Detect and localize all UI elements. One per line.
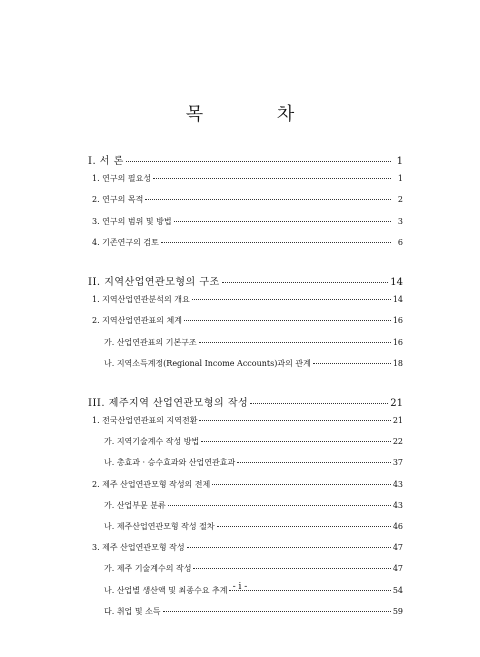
toc-item[interactable] <box>88 479 403 500</box>
page-footer-number: - i - <box>232 582 248 592</box>
toc-item-label: 2. 지역산업연관표의 체계 <box>92 316 182 326</box>
toc-subitem[interactable] <box>88 436 403 457</box>
dot-leader <box>168 505 391 506</box>
toc-page-number: 54 <box>392 585 403 595</box>
toc-chapter-title: I. 서 론 <box>88 156 124 167</box>
toc-page-number: 14 <box>390 276 403 288</box>
toc-subitem[interactable] <box>88 337 403 358</box>
toc-chapter[interactable] <box>88 273 403 294</box>
dot-leader <box>217 526 391 527</box>
dot-leader <box>163 611 391 612</box>
toc-item[interactable] <box>88 294 403 315</box>
toc-subitem[interactable] <box>88 358 403 379</box>
dot-leader <box>250 403 388 404</box>
dot-leader <box>222 282 389 283</box>
toc-item-label: 나. 총효과 · 승수효과와 산업연관효과 <box>104 458 236 468</box>
toc-item-label: 나. 지역소득계정(Regional Income Accounts)과의 관계 <box>104 358 311 368</box>
toc-page-number: 1 <box>397 174 403 184</box>
section-gap <box>88 379 403 394</box>
toc-page-number: 47 <box>392 564 403 574</box>
toc-item-label: 가. 지역기술계수 작성 방법 <box>104 437 200 447</box>
toc-page-number: 37 <box>392 458 403 468</box>
toc-page-number: 47 <box>392 543 403 553</box>
toc-page-number: 22 <box>392 437 403 447</box>
toc-chapter[interactable] <box>88 394 403 415</box>
dot-leader <box>212 484 391 485</box>
section-gap <box>88 258 403 273</box>
toc-item-label: 2. 연구의 목적 <box>92 195 144 205</box>
toc-item-label: 나. 산업별 생산액 및 최종수요 추계 <box>104 585 228 595</box>
dot-leader <box>126 161 391 162</box>
dot-leader <box>153 178 391 179</box>
toc-subitem[interactable] <box>88 457 403 478</box>
dot-leader <box>237 462 391 463</box>
toc-page-number: 43 <box>392 500 403 510</box>
toc-page-number: 21 <box>392 416 403 426</box>
toc-chapter-title: III. 제주지역 산업연관모형의 작성 <box>88 397 249 409</box>
toc-item[interactable] <box>88 415 403 436</box>
toc-item-label: 3. 제주 산업연관모형 작성 <box>92 543 185 553</box>
toc-item-label: 1. 전국산업연관표의 지역전환 <box>92 416 198 426</box>
page-title: 목 차 <box>185 104 329 125</box>
toc-page-number: 18 <box>392 358 403 368</box>
toc-item-label: 다. 취업 및 소득 <box>104 606 161 616</box>
toc-subitem[interactable] <box>88 606 403 627</box>
toc-item-label: 1. 지역산업연관분석의 개요 <box>92 295 190 305</box>
toc-page-number: 46 <box>392 522 403 531</box>
toc-item-label: 가. 제주 기술계수의 작성 <box>104 564 192 574</box>
dot-leader <box>201 441 391 442</box>
dot-leader <box>192 299 391 300</box>
dot-leader <box>187 547 391 548</box>
toc-item-label: 3. 연구의 범위 및 방법 <box>92 216 172 226</box>
dot-leader <box>193 568 390 569</box>
toc-item-label: 2. 제주 산업연관모형 작성의 전제 <box>92 479 211 489</box>
toc-item-label: 가. 산업연관표의 기본구조 <box>104 337 197 347</box>
toc-item[interactable] <box>88 237 403 258</box>
toc-page-number: 6 <box>397 237 403 247</box>
table-of-contents <box>88 152 403 627</box>
toc-item-label: 나. 제주산업연관모형 작성 절차 <box>104 522 215 531</box>
toc-page-number: 43 <box>392 479 403 489</box>
dot-leader <box>161 242 391 243</box>
dot-leader <box>145 199 391 200</box>
toc-page-number: 16 <box>392 316 403 326</box>
toc-page-number: 59 <box>392 606 403 616</box>
toc-page-number: 2 <box>397 195 403 205</box>
dot-leader <box>184 320 391 321</box>
toc-chapter[interactable] <box>88 152 403 173</box>
toc-item[interactable] <box>88 216 403 237</box>
dot-leader <box>199 420 390 421</box>
dot-leader <box>174 221 391 222</box>
toc-item[interactable] <box>88 542 403 563</box>
toc-page-number: 21 <box>390 397 403 409</box>
toc-item[interactable] <box>88 173 403 194</box>
toc-page-number: 1 <box>396 156 403 167</box>
toc-item[interactable] <box>88 194 403 215</box>
toc-item-label: 4. 기존연구의 검토 <box>92 237 159 247</box>
toc-subitem[interactable] <box>88 500 403 521</box>
dot-leader <box>199 342 391 343</box>
toc-chapter-title: II. 지역산업연관모형의 구조 <box>88 276 220 288</box>
toc-item-label: 1. 연구의 필요성 <box>92 174 152 184</box>
toc-item-label: 가. 산업부문 분류 <box>104 500 166 510</box>
dot-leader <box>313 363 391 364</box>
toc-page-number: 14 <box>392 295 403 305</box>
toc-page-number: 3 <box>397 216 403 226</box>
toc-subitem[interactable] <box>88 521 403 542</box>
toc-item[interactable] <box>88 315 403 336</box>
toc-page-number: 16 <box>392 337 403 347</box>
